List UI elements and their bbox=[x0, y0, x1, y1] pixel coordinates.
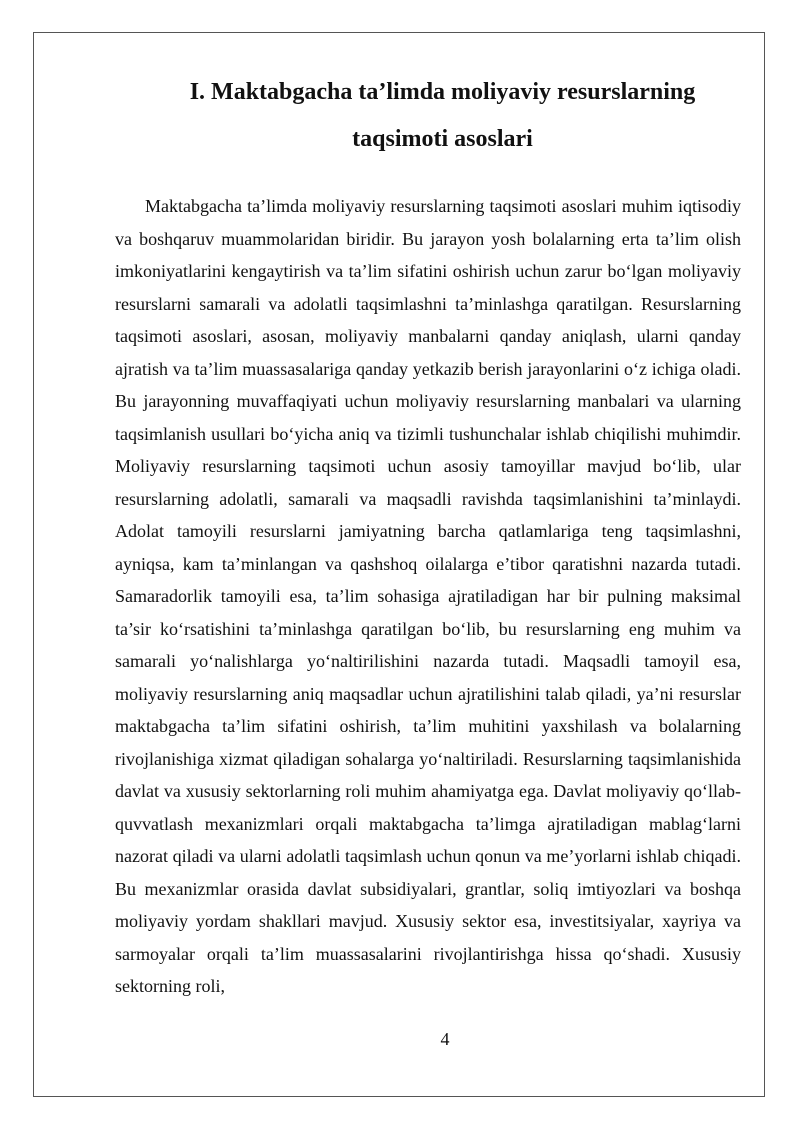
page-title-continued: taqsimoti asoslari bbox=[352, 126, 533, 152]
body-paragraph: Maktabgacha ta’limda moliyaviy resurslarning taqsimoti asoslari muhim iqtisodiy va boshqaruv muammolaridan biridir. Bu jarayon yosh bolalarning erta ta’lim olish imkoniyatlarini kengaytirish va ta’lim sifatini oshirish uchun zarur bo‘lgan moliyaviy resurslarni samarali va adolatli taqsimlashni ta’minlashga qaratilgan. Resurslarning taqsimoti asoslari, asosan, moliyaviy manbalarni qanday aniqlash, ularni qanday ajratish va ta’lim muassasalariga qanday yetkazib berish jarayonlarini o‘z ichiga oladi. Bu jarayonning muvaffaqiyati uchun moliyaviy resurslarning manbalari va ularning taqsimlanish usullari bo‘yicha aniq va tizimli tushunchalar ishlab chiqilishi muhimdir. Moliyaviy resurslarning taqsimoti uchun asosiy tamoyillar mavjud bo‘lib, ular resurslarning adolatli, samarali va maqsadli ravishda taqsimlanishini ta’minlaydi. Adolat tamoyili resurslarni jamiyatning barcha qatlamlariga teng taqsimlashni, ayniqsa, kam ta’minlangan va qashshoq oilalarga e’tibor qaratishni nazarda tutadi. Samaradorlik tamoyili esa, ta’lim sohasiga ajratiladigan har bir pulning maksimal ta’sir ko‘rsatishini ta’minlashga qaratilgan bo‘lib, bu resurslarning eng muhim va samarali yo‘nalishlarga yo‘naltirilishini nazarda tutadi. Maqsadli tamoyil esa, moliyaviy resurslarning aniq maqsadlar uchun ajratilishini talab qiladi, ya’ni resurslar maktabgacha ta’lim sifatini oshirish, ta’lim muhitini yaxshilash va bolalarning rivojlanishiga xizmat qiladigan sohalarga yo‘naltiriladi. Resurslarning taqsimlanishida davlat va xususiy sektorlarning roli muhim ahamiyatga ega. Davlat moliyaviy qo‘llab-quvvatlash mexanizmlari orqali maktabgacha ta’limga ajratiladigan mablag‘larni nazorat qiladi va ularni adolatli taqsimlash uchun qonun va me’yorlarni ishlab chiqadi. Bu mexanizmlar orasida davlat subsidiyalari, grantlar, soliq imtiyozlari va boshqa moliyaviy yordam shakllari mavjud. Xususiy sektor esa, investitsiyalar, xayriya va sarmoyalar orqali ta’lim muassasalarini rivojlantirishga hissa qo‘shadi. Xususiy sektorning roli, bbox=[115, 196, 741, 996]
page-title: I. Maktabgacha ta’limda moliyaviy resurslarning bbox=[189, 79, 696, 105]
page-number: 4 bbox=[440, 1029, 450, 1049]
